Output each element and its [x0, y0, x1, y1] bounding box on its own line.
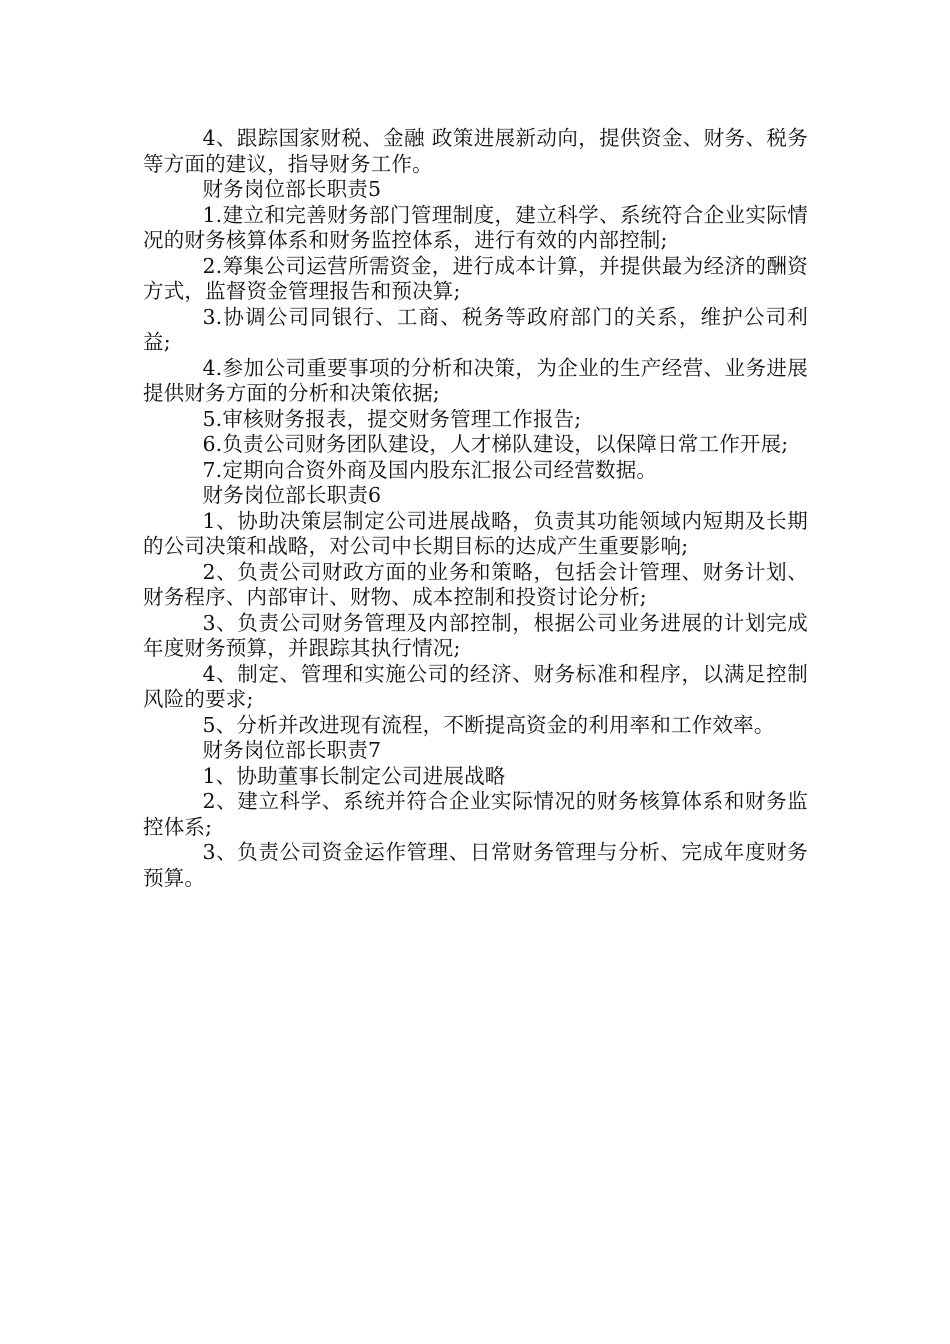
paragraph: 5、分析并改进现有流程，不断提高资金的利用率和工作效率。 — [202, 712, 775, 737]
paragraph: 4、制定、管理和实施公司的经济、财务标准和程序，以满足控制风险的要求; — [143, 661, 808, 711]
document-body — [143, 126, 808, 891]
paragraph: 1、协助董事长制定公司进展战略 — [202, 763, 506, 788]
paragraph: 3、负责公司财务管理及内部控制，根据公司业务进展的计划完成年度财务预算，并跟踪其执行情况; — [143, 610, 808, 660]
section-heading: 财务岗位部长职责5 — [202, 177, 382, 201]
paragraph: 7.定期向合资外商及国内股东汇报公司经营数据。 — [202, 457, 658, 482]
paragraph: 4.参加公司重要事项的分析和决策，为企业的生产经营、业务进展提供财务方面的分析和决策依据; — [143, 355, 808, 405]
paragraph: 3.协调公司同银行、工商、税务等政府部门的关系，维护公司利益; — [143, 304, 808, 354]
paragraph: 4、跟踪国家财税、金融 政策进展新动向，提供资金、财务、税务等方面的建议，指导财务工作。 — [143, 126, 808, 176]
paragraph: 2、建立科学、系统并符合企业实际情况的财务核算体系和财务监控体系; — [143, 789, 808, 839]
paragraph: 5.审核财务报表，提交财务管理工作报告; — [202, 406, 582, 431]
paragraph: 3、负责公司资金运作管理、日常财务管理与分析、完成年度财务预算。 — [143, 840, 808, 890]
paragraph: 1、协助决策层制定公司进展战略，负责其功能领域内短期及长期的公司决策和战略，对公司中长期目标的达成产生重要影响; — [143, 508, 808, 558]
section-heading: 财务岗位部长职责6 — [202, 483, 382, 507]
section-heading: 财务岗位部长职责7 — [202, 738, 382, 762]
paragraph: 2、负责公司财政方面的业务和策略，包括会计管理、财务计划、财务程序、内部审计、财物、成本控制和投资讨论分析; — [143, 559, 808, 609]
paragraph: 1.建立和完善财务部门管理制度，建立科学、系统符合企业实际情况的财务核算体系和财务监控体系，进行有效的内部控制; — [143, 202, 808, 252]
paragraph: 6.负责公司财务团队建设，人才梯队建设，以保障日常工作开展; — [202, 432, 789, 456]
paragraph: 2.筹集公司运营所需资金，进行成本计算，并提供最为经济的酬资方式，监督资金管理报告和预决算; — [143, 253, 808, 303]
